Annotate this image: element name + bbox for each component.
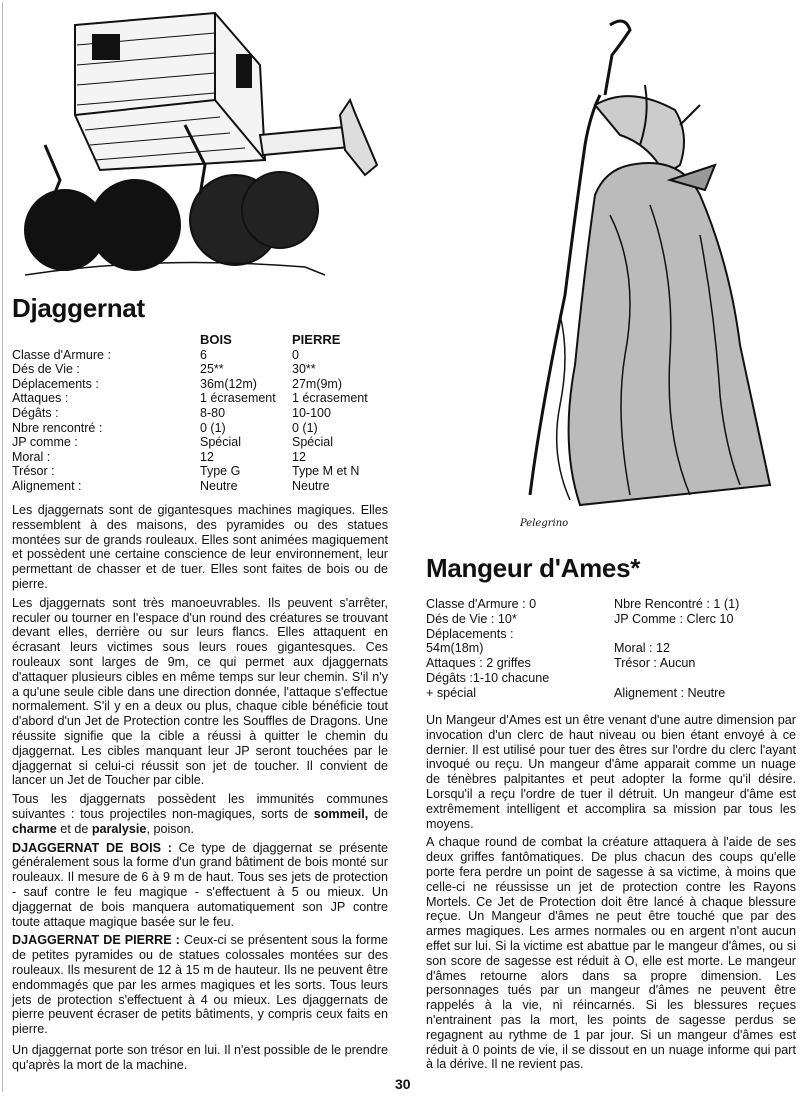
stat-pierre: Type M et N xyxy=(292,464,360,479)
paragraph: Tous les djaggernats possèdent les immunités communes suivantes : tous projectiles non-magiques, sorts de sommeil, de charme et de paralysie, poison. xyxy=(12,792,388,836)
stat-row: Déplacements : xyxy=(426,626,514,641)
mangeur-stat-grid xyxy=(426,597,796,701)
stat-row: Classe d'Armure : 0 Nbre Rencontré : 1 (1) xyxy=(426,597,740,611)
stat-bois: 0 (1) xyxy=(200,420,226,435)
paragraph: Un djaggernat porte son trésor en lui. Il n'est possible de le prendre qu'après la mort de la machine. xyxy=(12,1042,388,1072)
stat-row xyxy=(12,479,368,494)
paragraph: Les djaggernats sont de gigantesques machines magiques. Elles ressemblent à des maisons, des pyramides ou des statues montées sur de grands rouleaux. Elles sont animées magiquement et possèdent une certaine conscience de leur environnement, leur permettant de chasser et de tuer. Elles sont faites de bois ou de pierre. xyxy=(12,503,388,591)
paragraph: Un Mangeur d'Ames est un être venant d'une autre dimension par invocation d'un clerc de haut niveau ou bien étant envoyé à ce dernier. Il est utilisé pour tuer des êtres sur l'ordre du clerc l'ayant invoqué ou reçu. Un mangeur d'âme apparait comme un nuage de ténèbres palpitantes et peut adopter la forme qu'il désire. Lorsqu'il a reçu l'ordre de tuer il détruit. Un mangeur d'âme est extrêmement intelligent et accomplira sa mission par tous les moyens. xyxy=(426,713,796,831)
stat-pierre: 10-100 xyxy=(292,405,331,420)
stat-row: 54m(18m) Moral : 12 xyxy=(426,641,670,656)
subheading: DJAGGERNAT DE BOIS : xyxy=(12,840,172,855)
paragraph: DJAGGERNAT DE PIERRE : Ceux-ci se présentent sous la forme de petites pyramides ou de statues colossales montées sur des rouleaux. Ils mesurent de 12 à 15 m de hauteur. Ils ne peuvent être endommagés que par les armes magiques et les sorts. Tous leurs jets de protection s'effectuent à 4 ou mieux. Les djaggernats de pierre peuvent écraser de petits bâtiments, y compris ceux faits en pierre. xyxy=(12,933,388,1037)
stat-row xyxy=(12,435,368,450)
stat-label: Classe d'Armure : xyxy=(12,347,111,362)
stat-row xyxy=(12,377,368,392)
stat-pierre: 27m(9m) xyxy=(292,376,343,391)
mangeur-body xyxy=(426,713,796,1076)
stat-row xyxy=(12,450,368,465)
stat-label: Trésor : xyxy=(12,464,55,479)
stat-pierre: 0 xyxy=(292,347,299,362)
stat-bois: 12 xyxy=(200,449,214,464)
paragraph: A chaque round de combat la créature attaquera à l'aide de ses deux griffes fantômatiques. De plus chacun des coups qu'elle porte fera perdre un point de sagesse à sa victime, à moins que celle-ci ne réussisse un jet de protection contre les Rayons Mortels. Ce Jet de Protection doit être lancé à chaque blessure reçue. Un Mangeur d'âmes ne peut être touché que par des armes magiques. Les armes normales ou en argent n'ont aucun effet sur lui. Si la victime est abattue par le mangeur d'âmes, ou si son score de sagesse est réduit à O, elle est morte. Le mangeur d'âmes retourne alors dans sa propre dimension. Les personnages tués par un mangeur d'âmes ne peuvent être rappelés à la vie, ni réincarnés. Si les blessures reçues n'entrainent pas la mort, les points de sagesse perdus se regagnent au rythme de 1 par jour. Si un mangeur d'âmes est réduit à 0 points de vie, il se dissout en un nuage informe qui part à la dérive. Il ne revient pas. xyxy=(426,835,796,1072)
stat-bois: 25** xyxy=(200,362,224,377)
stat-row: + spécial Alignement : Neutre xyxy=(426,685,726,700)
stat-bois: Spécial xyxy=(200,435,241,450)
stat-label: Dés de Vie : xyxy=(12,362,80,377)
stat-label: Nbre rencontré : xyxy=(12,420,103,435)
stat-row xyxy=(12,464,368,479)
stat-row: Attaques : 2 griffes Trésor : Aucun xyxy=(426,656,696,671)
djaggernat-illustration xyxy=(5,5,385,285)
illustrator-signature: Pelegrino xyxy=(520,518,569,529)
stat-label: Déplacements : xyxy=(12,376,99,391)
mangeur-title: Mangeur d'Ames* xyxy=(426,553,641,583)
stat-label: Attaques : xyxy=(12,391,69,406)
stat-pierre: 1 écrasement xyxy=(292,391,368,406)
djaggernat-title: Djaggernat xyxy=(12,293,145,323)
stat-pierre: Spécial xyxy=(292,435,333,450)
stat-row xyxy=(12,421,368,436)
stat-pierre: Neutre xyxy=(292,478,330,493)
paragraph: Les djaggernats sont très manoeuvrables. Ils peuvent s'arrêter, reculer ou tourner en l'espace d'un round des créatures se trouvant devant elles, derrière ou sur leurs flancs. Elles attaquent en écrasant leurs victimes sous leurs roues gigantesques. Ces rouleaux sont larges de 9m, ce qui permet aux djaggernats d'attaquer plusieurs cibles en même temps sur leur chemin. S'il n'y a qu'une seule cible dans une direction donnée, l'attaque s'effectue normalement. S'il y en a deux ou plus, chaque cible bénéficie tout d'abord d'un Jet de Protection contre les Souffles de Dragons. Une réussite signifie que la cible a réussi à quitter le chemin du djaggernat. Les cibles manquant leur JP seront touchées par le djaggernat si celui-ci réussit son jet de toucher. Il convient de lancer un Jet de Toucher par cible. xyxy=(12,595,388,788)
stat-label: Alignement : xyxy=(12,478,82,493)
header-bois: BOIS xyxy=(200,332,232,347)
stat-row: Dégâts :1-10 chacune xyxy=(426,670,550,685)
stat-pierre: 0 (1) xyxy=(292,420,318,435)
paragraph: DJAGGERNAT DE BOIS : Ce type de djaggernat se présente généralement sous la forme d'un grand bâtiment de bois monté sur rouleaux. Il mesure de 6 à 9 m de haut. Tous ses jets de protection - sauf contre le feu magique - s'effectuent à 5 ou mieux. Un djaggernat de bois manquera automatiquement son JP contre toute attaque magique basée sur le feu. xyxy=(12,840,388,929)
stat-pierre: 30** xyxy=(292,362,316,377)
stat-bois: 6 xyxy=(200,347,207,362)
stat-bois: Neutre xyxy=(200,478,238,493)
stat-row xyxy=(12,348,368,363)
stat-bois: 1 écrasement xyxy=(200,391,276,406)
stat-row xyxy=(12,406,368,421)
stat-label: JP comme : xyxy=(12,435,78,450)
mangeur-illustration xyxy=(500,15,800,515)
stat-label: Dégâts : xyxy=(12,405,59,420)
header-pierre: PIERRE xyxy=(292,332,341,347)
stat-row xyxy=(12,391,368,406)
page-number: 30 xyxy=(395,1076,411,1092)
stat-label: Moral : xyxy=(12,449,51,464)
stat-pierre: 12 xyxy=(292,449,306,464)
subheading: DJAGGERNAT DE PIERRE : xyxy=(12,933,180,948)
stat-row xyxy=(12,362,368,377)
stat-bois: 8-80 xyxy=(200,405,226,420)
djaggernat-stat-table xyxy=(12,333,368,494)
stat-bois: Type G xyxy=(200,464,241,479)
djaggernat-body xyxy=(12,503,388,1076)
stat-row: Dés de Vie : 10* JP Comme : Clerc 10 xyxy=(426,611,734,626)
stat-bois: 36m(12m) xyxy=(200,376,257,391)
